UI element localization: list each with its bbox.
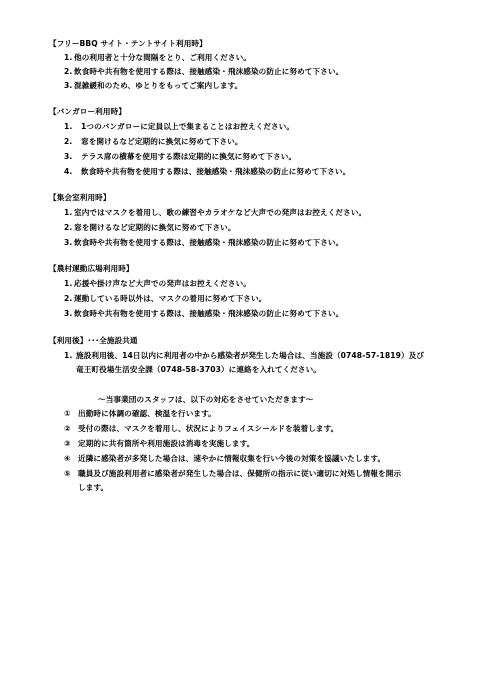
section-title-sports-field: 【農村運動広場利用時】 — [49, 264, 134, 273]
list-item: 3. 飲食時や共有物を使用する際は、接触感染・飛沫感染の防止に努めて下さい。 — [64, 238, 344, 247]
list-item: 1. 他の利用者と十分な間隔をとり、ご利用ください。 — [64, 53, 251, 62]
list-item: 2. 運動している時以外は、マスクの着用に努めて下さい。 — [64, 294, 267, 303]
list-item: 3. 混雑緩和のため、ゆとりをもってご案内します。 — [64, 81, 243, 90]
list-item: ② 受付の際は、マスクを着用し、状況によりフェイスシールドを装着します。 — [64, 424, 339, 433]
list-item-continuation: 竜王町役場生活安全課（0748-58-3703）に連絡を入れてください。 — [76, 365, 321, 374]
section-title-bungalow: 【バンガロー利用時】 — [49, 107, 126, 116]
list-item: 1. 1つのバンガローに定員以上で集まることはお控えください。 — [64, 122, 295, 131]
section-title-meeting-room: 【集会室利用時】 — [49, 193, 111, 202]
list-item: 1. 施設利用後、14日以内に利用者の中から感染者が発生した場合は、当施設（0748-57-1819）及び — [64, 351, 425, 360]
list-item-continuation: します。 — [78, 483, 109, 492]
list-item: ④ 近隣に感染者が多発した場合は、速やかに情報収集を行い今後の対策を協議いたします。 — [64, 454, 386, 463]
list-item: 1. 応援や掛け声など大声での発声はお控えください。 — [64, 279, 251, 288]
list-item: 1. 室内ではマスクを着用し、歌の練習やカラオケなど大声での発声はお控えください。 — [64, 208, 367, 217]
list-item: 3. テラス席の横幕を使用する際は定期的に換気に努めて下さい。 — [64, 152, 297, 161]
list-item: 2. 飲食時や共有物を使用する際は、接触感染・飛沫感染の防止に努めて下さい。 — [64, 67, 344, 76]
list-item: 2. 窓を開けるなど定期的に換気に努めて下さい。 — [64, 223, 236, 232]
list-item: ③ 定期的に共有箇所や利用施設は消毒を実施します。 — [64, 439, 255, 448]
list-item: 3. 飲食時や共有物を使用する際は、接触感染・飛沫感染の防止に努めて下さい。 — [64, 309, 344, 318]
list-item: ① 出勤時に体調の確認、検温を行います。 — [64, 409, 216, 418]
list-item: 4. 飲食時や共有物を使用する際は、接触感染・飛沫感染の防止に努めて下さい。 — [64, 167, 351, 176]
section-title-after-use: 【利用後】･･･全施設共通 — [49, 336, 138, 345]
section-title-bbq: 【フリーBBQ サイト・テントサイト利用時】 — [49, 39, 207, 48]
staff-heading: ～当事業団のスタッフは、以下の対応をさせていただきます～ — [98, 395, 314, 404]
list-item: ⑤ 職員及び施設利用者に感染者が発生した場合は、保健所の指示に従い適切に対処し情報を開示 — [64, 469, 402, 478]
list-item: 2. 窓を開けるなど定期的に換気に努めて下さい。 — [64, 137, 243, 146]
